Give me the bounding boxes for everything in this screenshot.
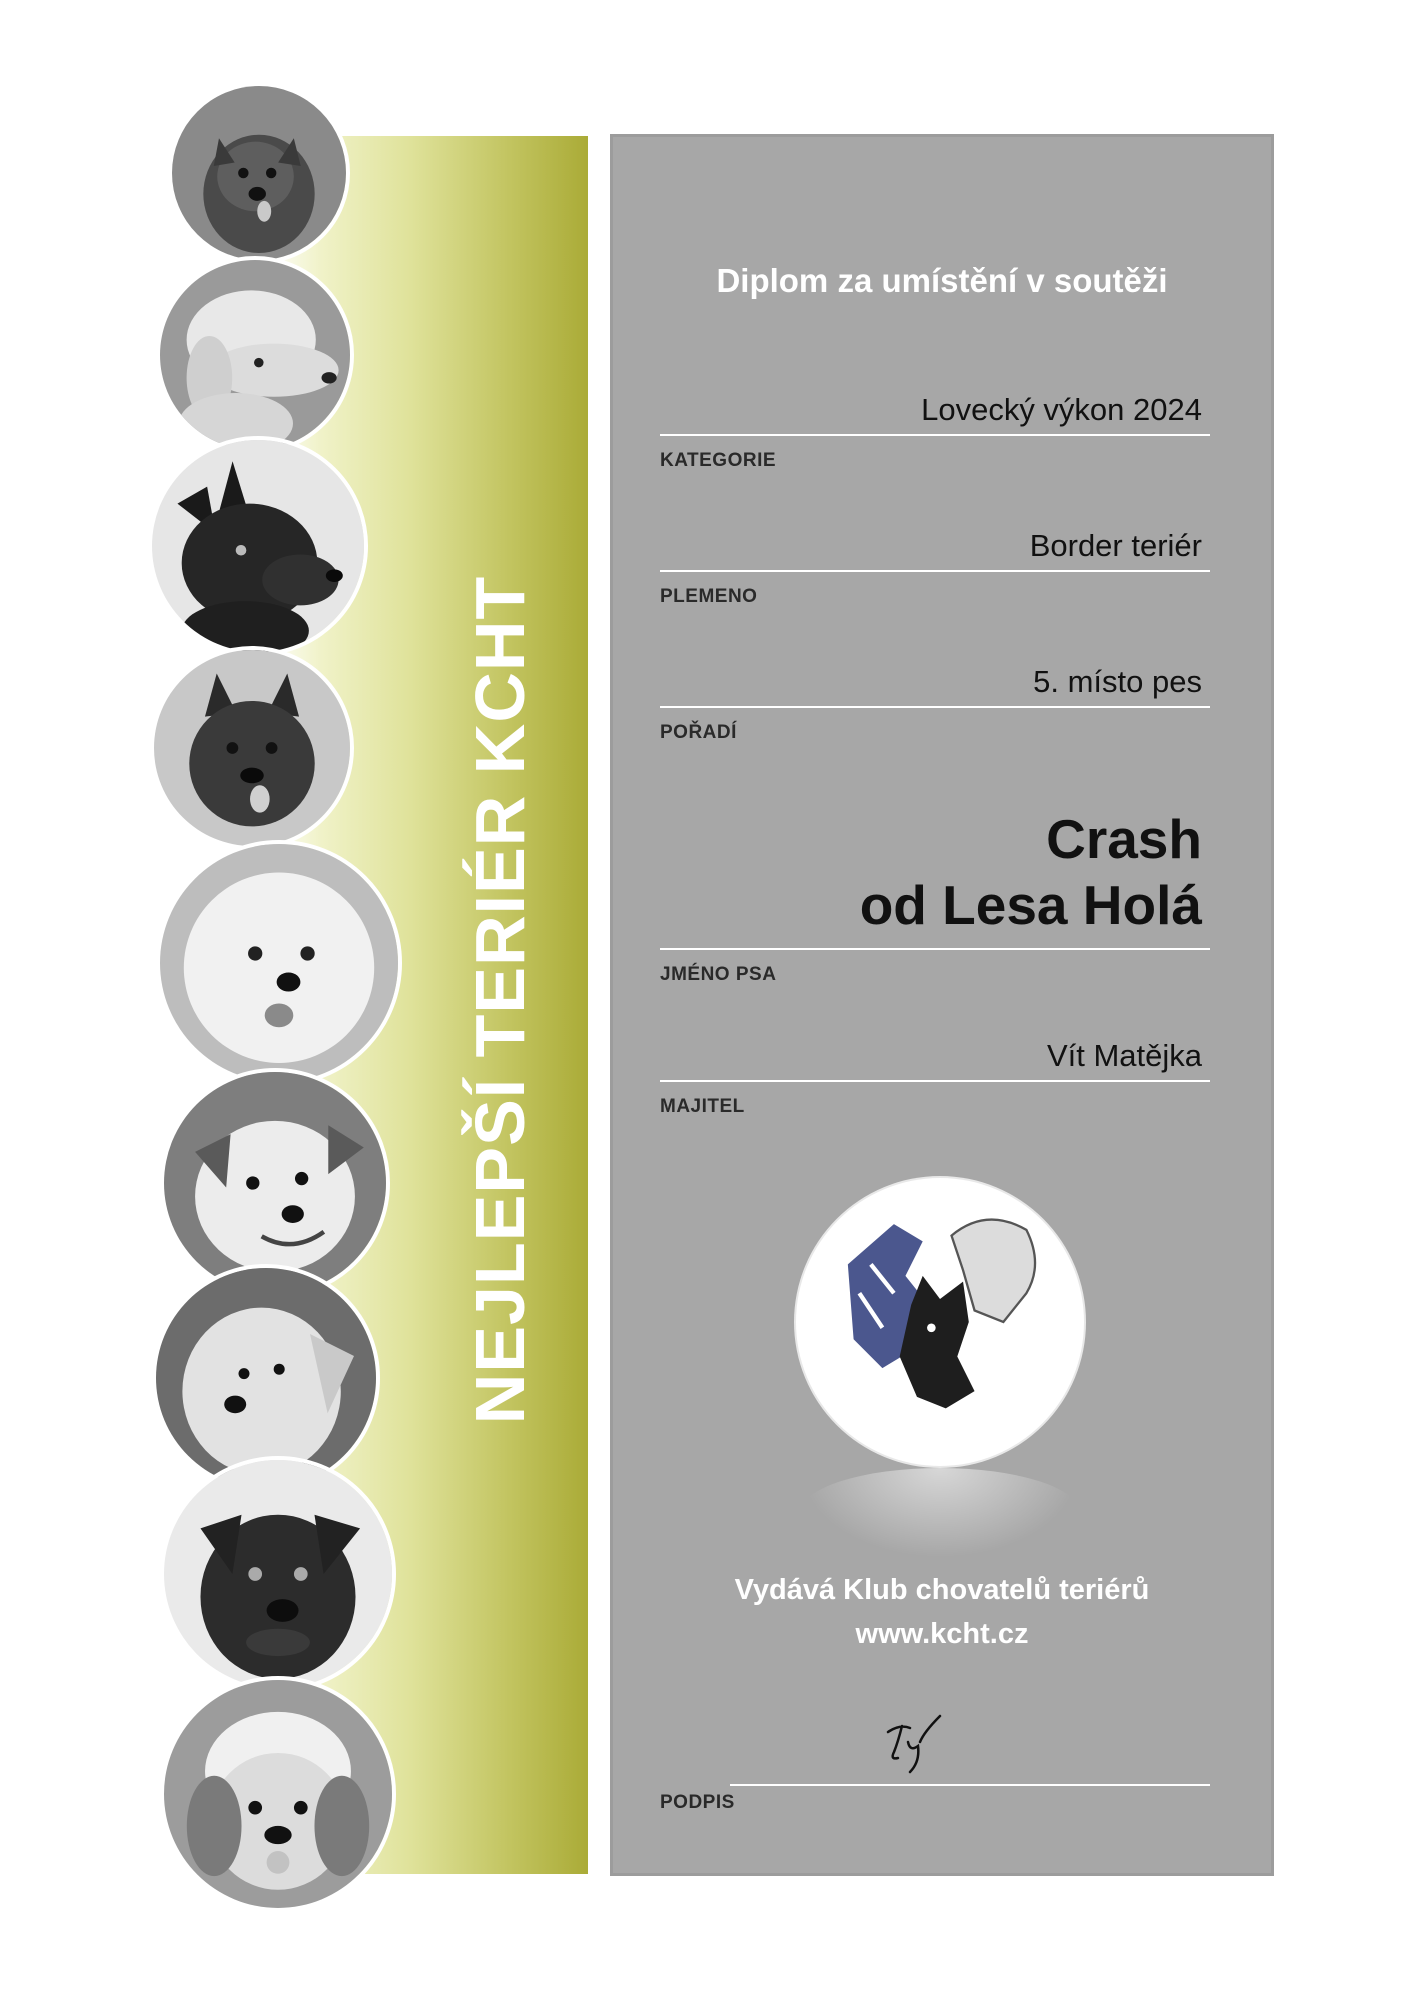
signature-label: PODPIS bbox=[660, 1792, 735, 1813]
owner-value: Vít Matějka bbox=[1046, 1038, 1202, 1073]
owner-rule bbox=[660, 1080, 1210, 1082]
dog-name-line-2: od Lesa Holá bbox=[859, 874, 1202, 936]
placement-value: 5. místo pes bbox=[1033, 664, 1202, 699]
placement-rule bbox=[660, 706, 1210, 708]
dog-portrait-west-highland-terrier bbox=[156, 840, 402, 1086]
dog-portrait-dandie-dinmont-terrier bbox=[160, 1676, 396, 1912]
dog-portrait-border-terrier bbox=[168, 82, 350, 264]
placement-label: POŘADÍ bbox=[660, 722, 737, 743]
vertical-title: NEJLEPŠÍ TERIÉR KCHT bbox=[461, 575, 539, 1425]
category-field bbox=[660, 386, 1210, 476]
dog-portrait-bedlington-terrier bbox=[156, 256, 354, 454]
club-logo bbox=[796, 1178, 1084, 1466]
dog-portrait-cairn-terrier bbox=[150, 646, 354, 850]
logo-reflection bbox=[800, 1468, 1080, 1558]
signature-field bbox=[660, 1774, 1210, 1834]
breed-rule bbox=[660, 570, 1210, 572]
issuer-text: Vydává Klub chovatelů teriérů bbox=[734, 1574, 1150, 1606]
dog-name-line-1: Crash bbox=[1046, 808, 1202, 870]
category-rule bbox=[660, 434, 1210, 436]
dog-portrait-patterdale-terrier bbox=[160, 1456, 396, 1692]
owner-label: MAJITEL bbox=[660, 1096, 745, 1117]
owner-field bbox=[660, 1032, 1210, 1122]
strip-divider bbox=[588, 132, 596, 1876]
breed-field bbox=[660, 522, 1210, 612]
breed-label: PLEMENO bbox=[660, 586, 758, 607]
placement-field bbox=[660, 658, 1210, 748]
handwritten-signature bbox=[880, 1702, 960, 1782]
category-label: KATEGORIE bbox=[660, 450, 777, 471]
dog-name-label: JMÉNO PSA bbox=[660, 964, 777, 985]
website-text: www.kcht.cz bbox=[855, 1618, 1029, 1650]
breed-value: Border teriér bbox=[1029, 528, 1202, 563]
certificate-heading: Diplom za umístění v soutěži bbox=[716, 262, 1168, 299]
certificate-panel bbox=[610, 134, 1274, 1876]
dog-portrait-scottish-terrier bbox=[148, 436, 368, 656]
signature-rule bbox=[730, 1784, 1210, 1786]
dog-name-rule bbox=[660, 948, 1210, 950]
category-value: Lovecký výkon 2024 bbox=[921, 392, 1202, 427]
dog-name-field bbox=[660, 806, 1210, 996]
